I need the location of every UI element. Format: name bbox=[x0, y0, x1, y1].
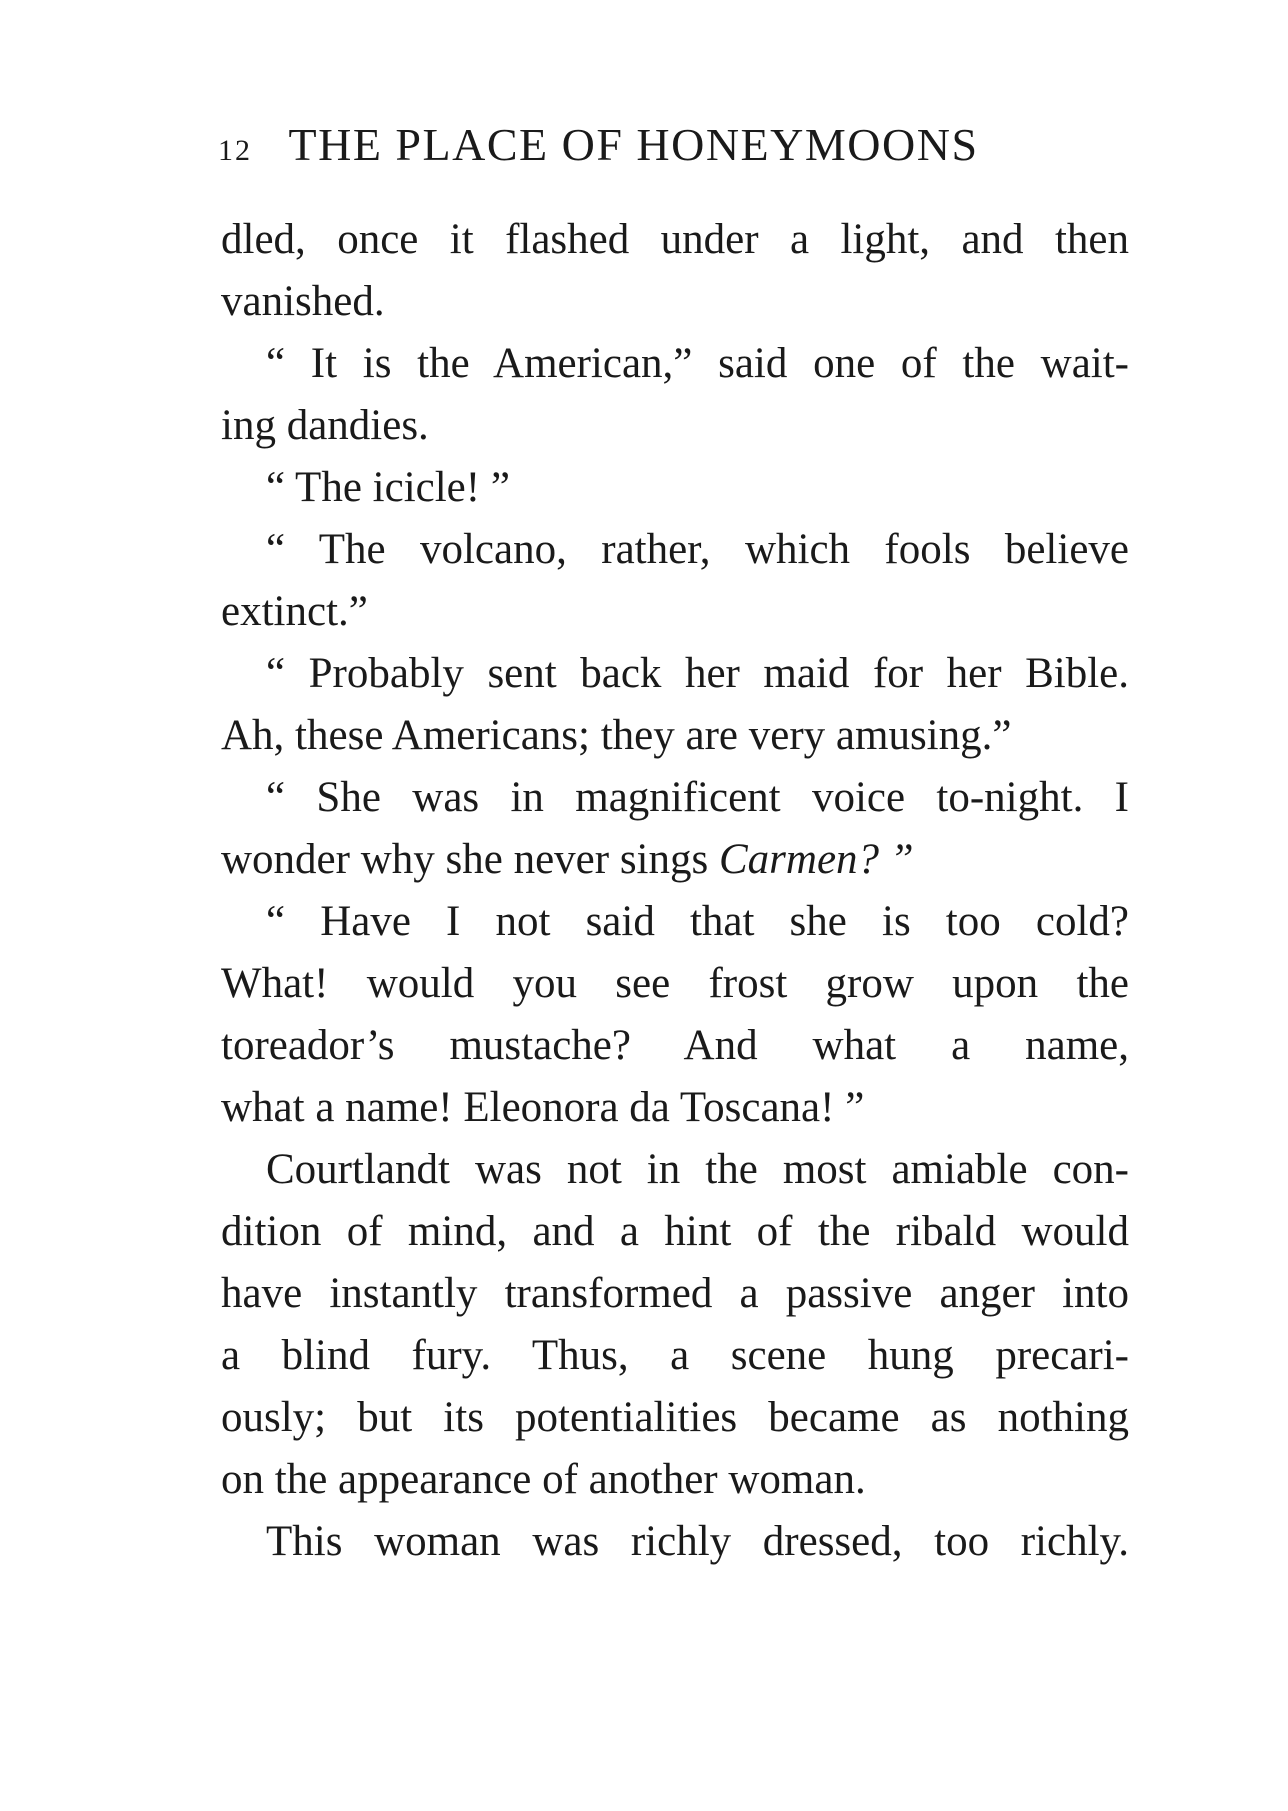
text-line: toreador’s mustache? And what a name, bbox=[221, 1022, 1129, 1069]
page-number: 12 bbox=[218, 134, 252, 167]
running-head: THE PLACE OF HONEYMOONS bbox=[288, 119, 979, 170]
text-line: have instantly transformed a passive anger into bbox=[221, 1270, 1129, 1317]
text-line: This woman was richly dressed, too richly. bbox=[266, 1518, 1129, 1565]
italic-title: Carmen? ” bbox=[719, 836, 914, 883]
text-line: dled, once it flashed under a light, and then bbox=[221, 216, 1129, 263]
text-segment: wonder why she never sings bbox=[221, 836, 709, 883]
text-line: “ Have I not said that she is too cold? bbox=[266, 898, 1129, 945]
text-line: ing dandies. bbox=[221, 402, 429, 449]
text-line bbox=[221, 830, 1129, 890]
page-header bbox=[218, 118, 1118, 182]
text-line: “ Probably sent back her maid for her Bible. bbox=[266, 650, 1129, 697]
text-line: ously; but its potentialities became as nothing bbox=[221, 1394, 1129, 1441]
text-line: dition of mind, and a hint of the ribald would bbox=[221, 1208, 1129, 1255]
text-line: a blind fury. Thus, a scene hung precari- bbox=[221, 1332, 1129, 1379]
text-line: What! would you see frost grow upon the bbox=[221, 960, 1129, 1007]
text-line: Ah, these Americans; they are very amusing.” bbox=[221, 712, 1012, 759]
text-line: vanished. bbox=[221, 278, 385, 325]
text-line: extinct.” bbox=[221, 588, 368, 635]
text-line: on the appearance of another woman. bbox=[221, 1456, 866, 1503]
text-line: what a name! Eleonora da Toscana! ” bbox=[221, 1084, 865, 1131]
text-line: “ The volcano, rather, which fools believe bbox=[266, 526, 1129, 573]
text-line: Courtlandt was not in the most amiable con- bbox=[266, 1146, 1129, 1193]
text-line: “ She was in magnificent voice to-night. I bbox=[266, 774, 1129, 821]
text-line: “ The icicle! ” bbox=[266, 464, 510, 511]
text-line: “ It is the American,” said one of the wait- bbox=[266, 340, 1129, 387]
